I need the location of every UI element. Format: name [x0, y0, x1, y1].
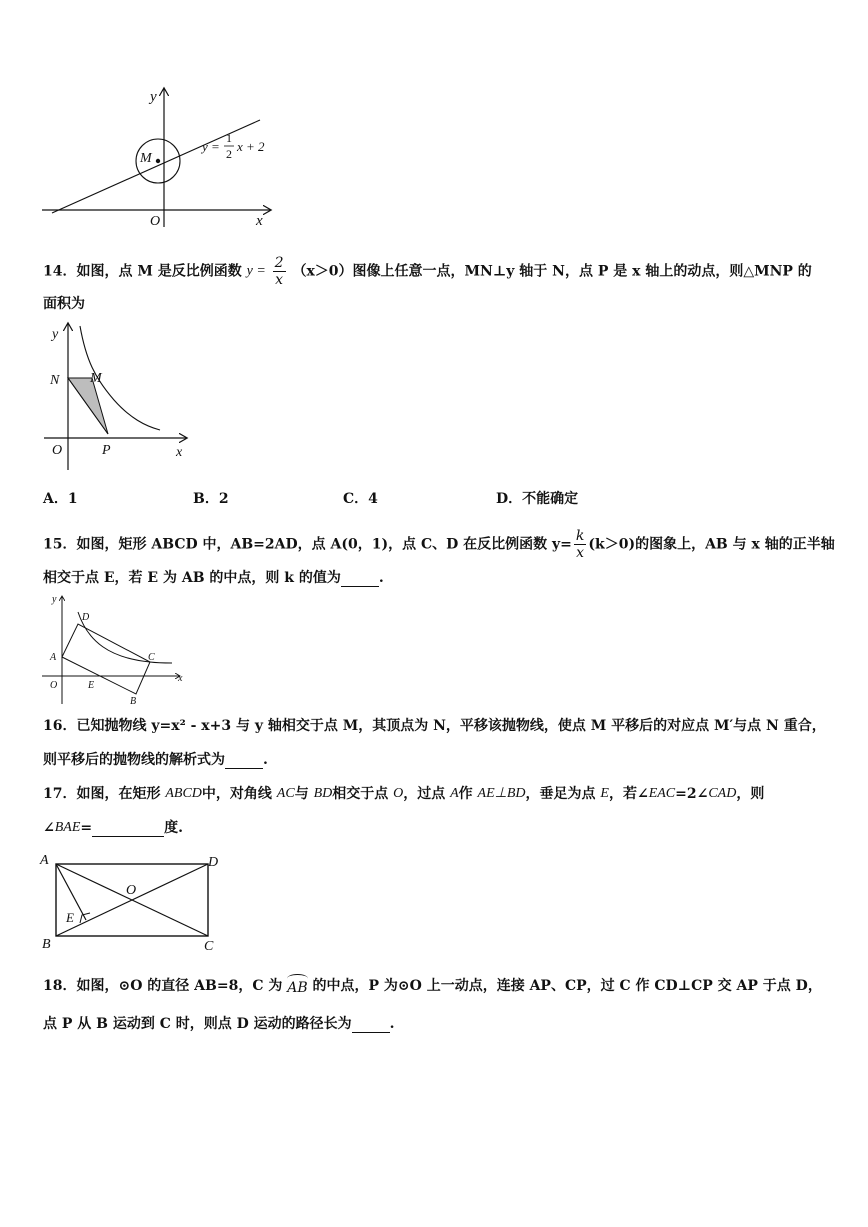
question-text: 如图，⊙O 的直径 AB=8，C 为 [76, 978, 283, 994]
question-17-line-2 [43, 818, 183, 838]
point-d-label: D [82, 612, 90, 623]
fraction-denominator: x [576, 545, 585, 561]
question-text: ∠ [43, 820, 55, 836]
x-axis-label: x [178, 673, 183, 684]
math-term: AE⊥BD [477, 786, 526, 801]
math-term: EAC [648, 786, 676, 801]
math-term: BAE [54, 820, 81, 835]
fraction-denominator: x [275, 272, 284, 288]
center-dot [156, 159, 160, 163]
option-value: 不能确定 [522, 491, 579, 507]
question-text: ，垂足为点 [525, 786, 596, 802]
question-text: . [378, 570, 384, 586]
point-d-label: D [208, 855, 219, 870]
point-c-label: C [204, 939, 214, 954]
option-b[interactable] [193, 488, 229, 508]
question-text: = [80, 820, 93, 836]
fraction-numerator: 2 [274, 255, 284, 271]
point-a-label: A [50, 652, 57, 663]
question-16-line-2 [43, 750, 268, 770]
question-number: 17． [43, 786, 77, 802]
figure-hyperbola-triangle [40, 320, 200, 465]
question-number: 14． [43, 263, 77, 280]
question-16-line-1 [43, 716, 826, 736]
question-text: 如图，点 M 是反比例函数 [76, 263, 242, 280]
equation-lhs: y = [246, 263, 266, 279]
answer-blank[interactable] [352, 1016, 390, 1033]
question-text: 点 P 从 B 运动到 C 时，则点 D 运动的路径长为 [43, 1016, 352, 1032]
answer-blank[interactable] [92, 820, 164, 837]
point-c-label: C [148, 652, 155, 663]
option-letter: D． [496, 491, 523, 507]
question-text: 已知抛物线 y=x² - x+3 与 y 轴相交于点 M，其顶点为 N，平移该抛物线，使点 M 平移后的对应点 M′与点 N 重合， [76, 718, 826, 734]
question-text: =2∠ [675, 786, 709, 802]
equation-den: 2 [226, 147, 232, 161]
figure-line-circle [38, 85, 288, 235]
question-number: 16． [43, 718, 77, 734]
question-text: 度. [164, 820, 183, 836]
option-value: 1 [67, 491, 78, 507]
answer-blank[interactable] [225, 752, 263, 769]
point-m-label: M [140, 151, 152, 166]
question-text: ，过点 [403, 786, 446, 802]
question-text: 相交于点 [332, 786, 389, 802]
math-term: BD [313, 786, 333, 801]
figure-rectangle-diagonals [36, 850, 226, 954]
x-axis-label: x [176, 445, 183, 460]
math-term: ABCD [165, 786, 202, 801]
origin-label: O [150, 214, 161, 229]
point-e-label: E [66, 910, 74, 925]
answer-blank[interactable] [341, 570, 379, 587]
option-letter: A． [43, 491, 68, 507]
equation-rhs: x + 2 [237, 139, 265, 154]
equation-lhs: y = [202, 139, 220, 154]
option-value: 4 [368, 491, 378, 507]
point-b-label: B [42, 937, 51, 952]
point-m-label: M [90, 371, 102, 386]
question-text: ，若∠ [608, 786, 649, 802]
point-a-label: A [40, 853, 49, 868]
math-term: E [600, 786, 609, 801]
math-term: CAD [708, 786, 737, 801]
question-text: （x＞0）图像上任意一点，MN⊥y 轴于 N，点 P 是 x 轴上的动点，则△MNP 的 [292, 263, 812, 280]
fraction-numerator: k [575, 528, 585, 544]
question-text: ，则 [736, 786, 765, 802]
question-14-line-1 [43, 255, 812, 288]
question-text: 则平移后的抛物线的解析式为 [43, 752, 225, 768]
question-text: 相交于点 E，若 E 为 AB 的中点，则 k 的值为 [43, 570, 341, 586]
question-text: 与 [294, 786, 309, 802]
option-d[interactable] [496, 488, 578, 508]
hyperbola-curve [78, 612, 172, 663]
option-value: 2 [218, 491, 229, 507]
question-17-line-1 [43, 784, 764, 804]
question-text: 如图，在矩形 [76, 786, 161, 802]
question-text: . [263, 752, 268, 768]
question-18-line-2 [43, 1014, 395, 1034]
origin-label: O [52, 443, 63, 458]
question-15-line-1 [43, 528, 835, 561]
math-term: A [450, 786, 459, 801]
option-letter: C． [343, 491, 369, 507]
point-e-label: E [88, 680, 95, 691]
question-text: (k＞0)的图象上，AB 与 x 轴的正半轴 [588, 536, 835, 553]
y-axis-label: y [150, 89, 157, 105]
question-number: 15． [43, 536, 77, 553]
point-b-label: B [130, 696, 137, 707]
option-a[interactable] [43, 488, 78, 508]
y-axis-label: y [52, 594, 57, 605]
point-p-label: P [102, 443, 111, 458]
question-text: . [389, 1016, 395, 1032]
fraction [574, 528, 586, 561]
equation-num: 1 [226, 131, 232, 145]
question-text: 如图，矩形 ABCD 中，AB=2AD，点 A(0，1)，点 C、D 在反比例函数 y= [76, 536, 572, 553]
question-text: 中，对角线 [201, 786, 272, 802]
rectangle-abcd [62, 624, 150, 694]
question-number: 18． [43, 978, 77, 994]
question-text: 作 [458, 786, 473, 802]
math-term: O [393, 786, 404, 801]
question-14-line-2 [43, 294, 85, 314]
x-axis-label: x [256, 213, 263, 229]
y-axis-label: y [52, 327, 59, 342]
question-text: 的中点，P 为⊙O 上一动点，连接 AP、CP，过 C 作 CD⊥CP 交 AP 于点 D， [312, 978, 822, 994]
option-c[interactable] [343, 488, 378, 508]
figure-rectangle-hyperbola [40, 590, 190, 708]
math-term: AC [276, 786, 295, 801]
question-15-line-2 [43, 568, 384, 588]
point-n-label: N [50, 373, 60, 388]
fraction [273, 255, 286, 288]
option-letter: B． [193, 491, 219, 507]
origin-label: O [50, 680, 58, 691]
arc-ab: AB [287, 974, 307, 998]
question-text: 面积为 [43, 296, 85, 312]
question-18-line-1 [43, 974, 822, 998]
point-o-label: O [126, 883, 137, 898]
